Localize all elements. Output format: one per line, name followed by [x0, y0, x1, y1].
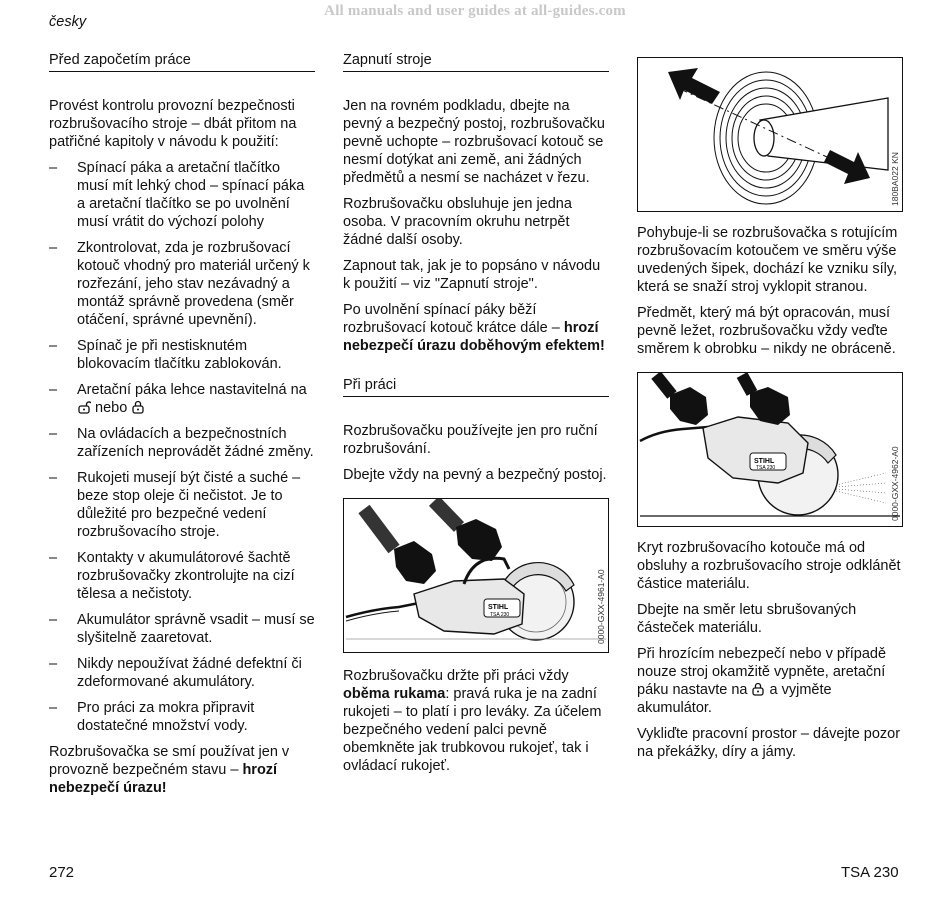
- column-2: [343, 52, 609, 783]
- text: Rozbrušovačku držte při práci vždy: [343, 668, 569, 684]
- figure-code: 180BA022 KN: [890, 152, 900, 206]
- paragraph: Jen na rovném podkladu, dbejte na pevný a bezpečný postoj, rozbrušovačku pevně uchopte – rozbrušovací kotouč se nesmí dotýkat ani země, ani žádných předmětů a nesmí se nacházet v řezu.: [343, 98, 605, 186]
- figure-code: 0000-GXX-4962-A0: [890, 446, 900, 521]
- warning-text: Po uvolnění spínací páky běží rozbrušovací kotouč krátce dále –: [343, 302, 560, 336]
- paragraph: Zapnout tak, jak je to popsáno v návodu k použití – viz "Zapnutí stroje".: [343, 258, 601, 292]
- section-heading-before-work: Před započetím práce: [49, 52, 315, 72]
- warning-emphasis: hrozí nebezpečí úrazu!: [49, 762, 278, 796]
- paragraph: Předmět, který má být opracován, musí pevně ležet, rozbrušovačku vždy veďte směrem k obrobku – nikdy ne obráceně.: [637, 305, 896, 357]
- cut-off-saw-illustration: [344, 499, 608, 652]
- paragraph: Rozbrušovačku používejte jen pro ruční rozbrušování.: [343, 423, 598, 457]
- intro-paragraph: Provést kontrolu provozní bezpečnosti rozbrušovacího stroje – dbát přitom na patřičné kapitoly v návodu k použití:: [49, 98, 297, 150]
- page-number: 272: [49, 864, 75, 881]
- model-label: TSA 230: [756, 465, 776, 471]
- locked-padlock-icon: [751, 682, 765, 696]
- model-name: TSA 230: [841, 864, 899, 881]
- safety-warning-paragraph: [49, 743, 315, 797]
- checklist: [49, 159, 315, 735]
- list-item: – Pro práci za mokra připravit dostatečné množství vody.: [49, 699, 315, 735]
- warning-emphasis: hrozí nebezpečí úrazu doběhovým efektem!: [343, 320, 605, 354]
- language-label: česky: [49, 14, 87, 30]
- text: a vyjměte akumulátor.: [637, 682, 832, 716]
- paragraph: Rozbrušovačku obsluhuje jen jedna osoba. V pracovním okruhu netrpět žádné další osoby.: [343, 196, 572, 248]
- list-item: – Kontakty v akumulátorové šachtě rozbrušovačky zkontrolujte na cizí tělesa a nečistoty.: [49, 549, 315, 603]
- paragraph-two-hands: [343, 667, 609, 775]
- paragraph-emergency: [637, 645, 903, 717]
- paragraph: Dbejte na směr letu sbrušovaných částeček materiálu.: [637, 602, 857, 636]
- figure-two-hands-grip: [343, 498, 609, 653]
- or-word: nebo: [95, 400, 128, 416]
- figure-code: 0000-GXX-4961-A0: [596, 569, 606, 644]
- list-item: – Akumulátor správně vsadit – musí se slyšitelně zaaretovat.: [49, 611, 315, 647]
- model-label: TSA 230: [490, 612, 510, 618]
- emphasis: oběma rukama: [343, 686, 446, 702]
- list-item-lock-positions: [49, 381, 315, 417]
- paragraph: Dbejte vždy na pevný a bezpečný postoj.: [343, 467, 607, 483]
- list-item: – Zkontrolovat, zda je rozbrušovací kotouč vhodný pro materiál určený k rozřezání, jeho stav nezávadný a montáž správně provedena (směr otáčení, správné upevnění).: [49, 239, 315, 329]
- column-3: [637, 57, 903, 769]
- locked-padlock-icon: [131, 400, 145, 414]
- figure-rotating-disc-force: [637, 57, 903, 212]
- watermark: All manuals and user guides at all-guides.com: [324, 3, 626, 19]
- list-item: – Spínač je při nestisknutém blokovacím tlačítku zablokován.: [49, 337, 315, 373]
- figure-guard-direction: [637, 372, 903, 527]
- list-item: – Na ovládacích a bezpečnostních zařízeních neprovádět žádné změny.: [49, 425, 315, 461]
- text: : pravá ruka je na zadní rukojeti – to platí i pro leváky. Za účelem bezpečného vedení palci pevně obemkněte jak trubkovou rukojeť, tak i ovládací rukojeť.: [343, 686, 602, 774]
- brand-label: STIHL: [754, 458, 775, 465]
- warning-text: Rozbrušovačka se smí používat jen v provozně bezpečném stavu –: [49, 744, 290, 778]
- list-item: – Spínací páka a aretační tlačítko musí mít lehký chod – spínací páka a aretační tlačítko se po uvolnění musí vrátit do výchozí polohy: [49, 159, 315, 231]
- paragraph: Vykliďte pracovní prostor – dávejte pozor na překážky, díry a jámy.: [637, 726, 901, 760]
- rotating-disc-illustration: [638, 58, 902, 211]
- paragraph: Pohybuje-li se rozbrušovačka s rotujícím rozbrušovacím kotoučem ve směru výše uvedených šipek, dochází ke vzniku síly, která se snaží stroj vyklopit stranou.: [637, 225, 898, 295]
- unlocked-padlock-icon: [77, 400, 91, 414]
- paragraph-warning: [343, 301, 609, 355]
- text: Při hrozícím nebezpečí nebo v případě nouze stroj okamžitě vypněte, aretační páku nastavte na: [637, 646, 887, 698]
- cut-off-saw-guard-illustration: [638, 373, 902, 526]
- list-item-text: Aretační páka lehce nastavitelná na: [77, 382, 307, 398]
- paragraph: Kryt rozbrušovacího kotouče má od obsluhy a rozbrušovacího stroje odklánět částice materiálu.: [637, 540, 901, 592]
- section-heading-starting: Zapnutí stroje: [343, 52, 609, 72]
- brand-label: STIHL: [488, 604, 509, 611]
- list-item: – Nikdy nepoužívat žádné defektní či zdeformované akumulátory.: [49, 655, 315, 691]
- list-item: – Rukojeti musejí být čisté a suché – beze stop oleje či nečistot. Je to důležité pro bezpečné vedení rozbrušovacího stroje.: [49, 469, 315, 541]
- column-1: [49, 52, 315, 805]
- section-heading-during-work: Při práci: [343, 377, 609, 397]
